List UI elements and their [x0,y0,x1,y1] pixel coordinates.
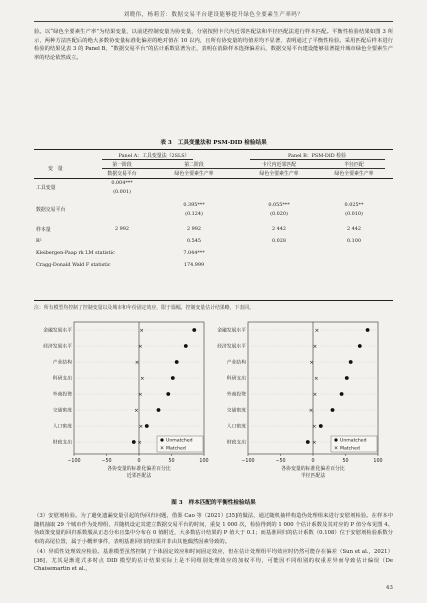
matched-point: × [139,327,144,334]
legend-matched-label: Matched [166,446,186,452]
results-table [34,149,393,301]
table-cell: 0.025** [344,202,364,208]
covariate-label: 产业结构 [52,360,72,366]
figure-caption [0,498,427,506]
table-cell-se: (0.001) [113,189,131,195]
unmatched-point [349,360,353,364]
unmatched-point [175,360,179,364]
table-note: 注：所有模型均控制了控制变量以及城市和年份固定效应，限于篇幅，控制变量估计结果略，下表同。 [34,305,255,311]
table-row-label: R² [36,238,42,244]
table-cell: 174.999 [183,262,205,268]
x-axis-label: 半径匹配法 [300,473,326,479]
legend-unmatched-label: Unmatched [166,438,193,444]
unmatched-point [157,408,161,412]
matched-point: × [138,423,144,430]
table-top-rule [34,149,393,150]
table-cell: 2 992 [186,226,202,232]
variable-header: 变 量 [48,166,63,172]
unmatched-point [366,328,370,332]
covariate-label: 交通密度 [226,408,246,414]
covariate-label: 产业结构 [226,360,246,366]
table-cell-se: (0.124) [185,211,203,217]
tick-label: −100 [67,459,81,464]
table-cell: 0.055*** [268,202,290,208]
paragraph-heterogeneity: （4）异质性处理效应检验。基准模型虽然控制了个体固定效应和时间固定效应，但在估计处理组平均效应时仍然可能存在偏差（Sun et al.，2021）[36]，尤其是渐进式多时点 DID 模型的估计结果实际上是不同组别处理效应的加权平均，可能因不同组别的权重差异而导致估计偏误（De Chaisemartin et al.， [34,549,393,573]
covariate-label: 经济发展水平 [217,344,246,350]
covariate-label: 交通密度 [52,408,72,414]
table-depvar-header: 数据交易平台 [107,171,137,177]
unmatched-point [306,440,310,444]
covariate-label: 经济发展水平 [43,344,72,350]
legend-unmatched-marker [334,438,337,441]
matched-point: × [312,391,318,398]
table-cell: 0.028 [271,238,287,244]
covariate-label: 科研支出 [226,376,246,382]
page-number: 43 [385,585,393,591]
matched-point: × [138,343,143,350]
figure-number: 图 3 [171,500,183,506]
table-row-label: 样本量 [36,227,51,233]
matched-point: × [308,407,314,414]
running-head: 刘晓伟，杨莉芳：数据交易平台建设能够提升绿色全要素生产率吗？ [123,12,304,18]
table-cell-se: (0.020) [270,211,288,217]
unmatched-point [132,440,136,444]
table-subheader: 半径匹配 [344,162,364,168]
table-row-label: Kleibergen-Paap rk LM statistic [36,250,115,256]
table-row-label: 数据交易平台 [36,207,66,213]
tick-label: −100 [241,459,255,464]
unmatched-point [340,392,344,396]
matched-point: × [139,375,145,382]
header-rule [34,21,393,22]
tick-label: 50 [168,459,175,464]
table-depvar-header: 绿色全要素生产率 [174,171,214,177]
matched-point: × [314,327,320,334]
covariate-label: 金融发展水平 [43,328,72,334]
covariate-label: 人口密度 [226,424,246,430]
matched-point: × [313,375,319,382]
panel-a-header: Panel A：工具变量法（2SLS） [118,153,190,159]
legend-unmatched-label: Unmatched [340,438,367,444]
unmatched-point [166,392,170,396]
covariate-label: 人口密度 [52,424,72,430]
matched-point: × [312,423,317,430]
table-row-label: Cragg-Donald Wald F statistic [36,262,111,268]
table-cell: 2 442 [271,226,287,232]
matched-point: × [137,439,142,446]
legend-unmatched-marker [160,438,163,441]
unmatched-point [358,344,362,348]
matched-point: × [134,359,140,366]
panel-a-rule [102,159,193,160]
balance-figure [34,318,393,496]
covariate-label: 外商投资 [52,392,72,398]
table-cell: 7.044*** [183,250,205,256]
table-cell: 0.545 [186,238,202,244]
tick-label: 50 [342,459,349,464]
panel-b-rule [250,159,385,160]
table-rule [102,168,385,169]
unmatched-point [192,328,196,332]
table-subheader: 第一阶段 [112,162,132,168]
unmatched-point [319,424,323,428]
table-subheader: 卡尺内近邻匹配 [261,162,297,168]
table-subheader: 第二阶段 [184,162,204,168]
table-cell: 0.395*** [183,202,205,208]
unmatched-point [345,376,349,380]
tick-label: 100 [373,459,383,464]
unmatched-point [171,376,175,380]
legend-matched-marker: × [333,445,339,452]
table-rule [34,178,393,179]
legend-matched-label: Matched [340,446,360,452]
unmatched-point [184,344,188,348]
matched-point: × [309,359,314,366]
covariate-label: 外商投资 [226,392,246,398]
covariate-label: 财政支出 [226,440,246,446]
table-cell-se: (0.010) [345,211,363,217]
paragraph-psm: 验。以“绿色全要素生产率”为结果变量，以前述控制变量为协变量，分别按照卡尺内近邻匹配法和半径匹配法进行样本匹配。平衡性检验结果如图 3 所示，两种方法匹配后的绝大多数协变量标准化偏差的绝对值在 10 以内，且所有协变量的均值差均不显著，表明通过了平衡性检验。采用匹配后样本进行检验的结果见表 3 的 Panel B，“数据交易平台”的估计系数显著为正，表明在消除样本选择偏差后，数据交易平台建设能够显著提升城市绿色全要素生产率的结论依然成立。 [34,29,393,62]
table-title: 工具变量法和 PSM-DID 检验结果 [177,140,267,146]
panel-b-header: Panel B：PSM-DID 检验 [287,153,347,159]
matched-point: × [134,407,139,414]
table-bottom-rule [34,300,393,301]
x-axis-label: 近邻匹配法 [126,473,152,479]
table-number: 表 3 [160,140,172,146]
table-caption [0,138,427,146]
matched-point: × [138,391,143,398]
table-row-label: 工具变量 [36,185,56,191]
matched-point: × [312,343,318,350]
table-depvar-header: 绿色全要素生产率 [259,171,299,177]
tick-label: 0 [137,459,141,464]
paragraph-placebo: （3）安慰剂检验。为了避免遗漏变量引起的伪回归问题，借鉴 Cao 等（2021）[35]的做法，通过随机抽样构造伪处理组来进行安慰剂检验。在样本中随机抽取 29 个城市作为处理组，并随机设定其建立数据交易平台的时间，重复 1 000 次，检验得到的 1 000 个估计系数及其对应的 P 值分布见图 4。伪政策变量的回归系数服从正态分布且集中分布在 0 值附近，大多数估计结果的 P 值大于 0.1；而基准回归的估计系数（0.108）位于安慰剂检验系数分布的高尾位置，属于小概率事件，表明基准回归的结果并非由其他偶然因素导致的。 [34,513,393,546]
covariate-label: 科研支出 [52,376,72,382]
x-axis-label: 各协变量的标准化偏差百分比 [281,466,345,472]
tick-label: 100 [199,459,209,464]
table-depvar-header: 绿色全要素生产率 [334,171,374,177]
covariate-label: 金融发展水平 [217,328,246,334]
unmatched-point [145,424,149,428]
tick-label: 0 [311,459,315,464]
x-axis-label: 各协变量的标准化偏差百分比 [107,466,171,472]
tick-label: −50 [101,459,112,464]
tick-label: −50 [275,459,286,464]
table-cell: 0.100 [346,238,362,244]
covariate-label: 财政支出 [52,440,72,446]
table-cell: 2 442 [346,226,362,232]
unmatched-point [331,408,335,412]
legend-matched-marker: × [159,445,165,452]
table-cell: 2 992 [114,226,130,232]
figure-title: 样本匹配的平衡性检验结果 [188,500,256,506]
matched-point: × [312,439,317,446]
table-cell: 0.004*** [111,180,133,186]
